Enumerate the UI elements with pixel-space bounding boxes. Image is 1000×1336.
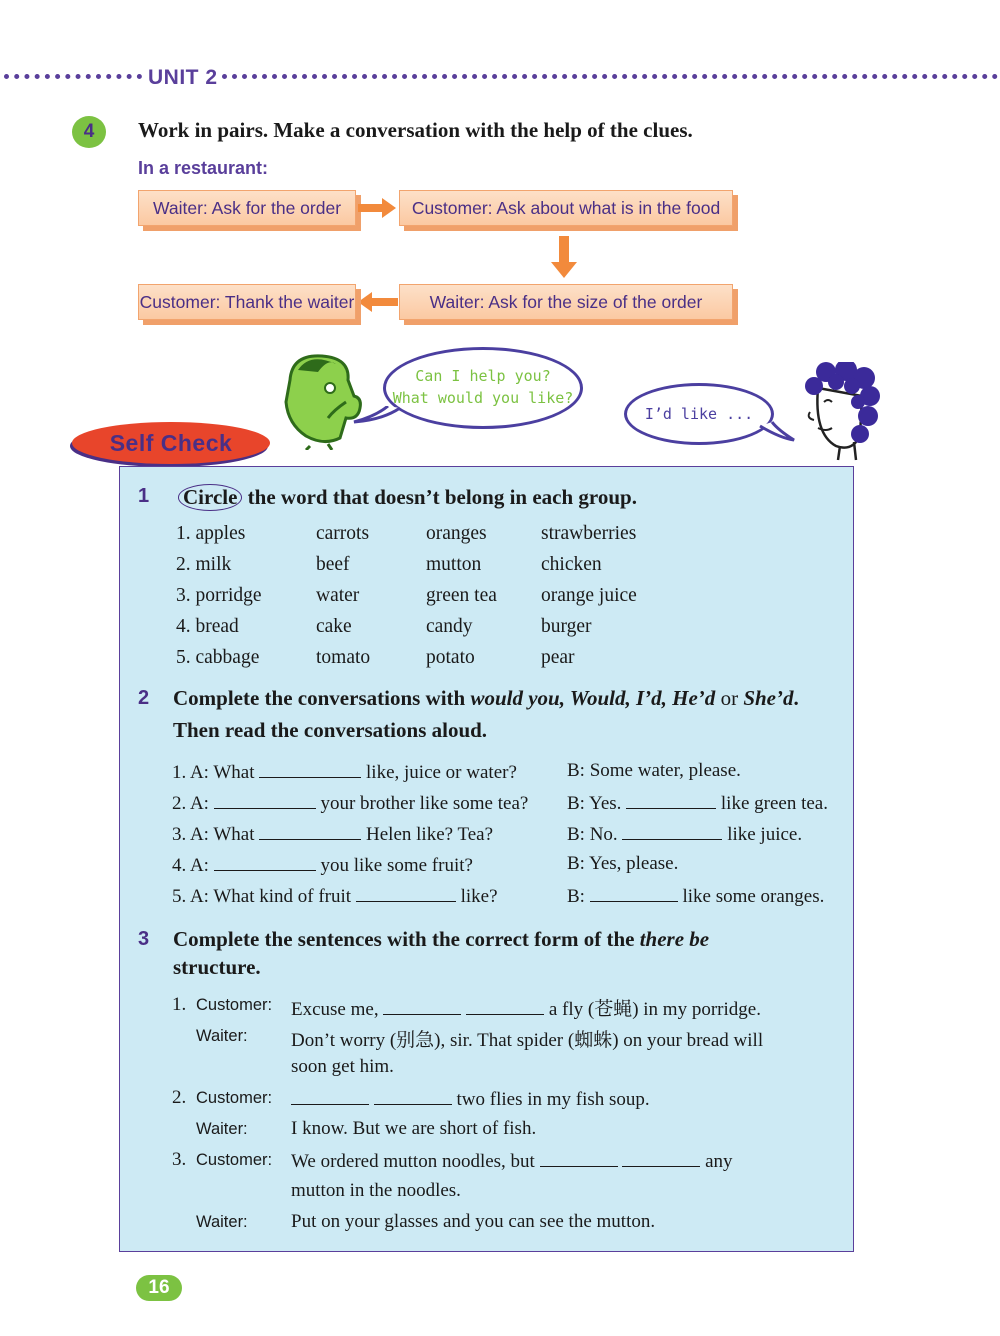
q1-word: 3. porridge [176, 585, 262, 606]
section-4-title: Work in pairs. Make a conversation with the help of the clues. [138, 118, 693, 142]
answer-blank[interactable] [540, 1149, 618, 1167]
answer-blank[interactable] [291, 1087, 369, 1105]
answer-blank[interactable] [622, 822, 722, 840]
answer-blank[interactable] [356, 884, 456, 902]
speech-bubble-customer: I’d like ... [624, 383, 774, 445]
q2-a-text: you like some fruit? [320, 855, 473, 876]
section-4-subtitle: In a restaurant: [138, 158, 269, 178]
answer-blank[interactable] [214, 853, 316, 871]
q1-word: water [316, 585, 360, 606]
q1-word: potato [426, 647, 475, 668]
q2-b-text: B: Yes, please. [567, 853, 679, 874]
q3-sentence [291, 994, 761, 1021]
answer-blank[interactable] [622, 1149, 700, 1167]
q2-item-a [172, 760, 517, 784]
q3-item-number: 1. [172, 994, 187, 1015]
q2-b-text: like some oranges. [682, 886, 825, 907]
speech-bubble-waiter [383, 347, 583, 429]
q1-word: 4. bread [176, 616, 239, 637]
q1-word: 2. milk [176, 554, 232, 575]
q3-sentence: soon get him. [291, 1056, 394, 1077]
q2-item-b [567, 822, 802, 846]
header-dots-left [4, 74, 142, 79]
q2-b-text: like green tea. [720, 793, 828, 814]
q3-sentence: I know. But we are short of fish. [291, 1118, 537, 1139]
q2-b-text: like juice. [727, 824, 803, 845]
q2-a-text: like, juice or water? [366, 762, 517, 783]
q1-word: strawberries [541, 523, 637, 544]
unit-title: UNIT 2 [148, 66, 218, 89]
arrow-down-icon [550, 236, 578, 280]
q1-word: carrots [316, 523, 370, 544]
q2-item-a [172, 884, 498, 908]
bubble-tail-left-icon [352, 406, 402, 426]
q3-item-number: 3. [172, 1149, 187, 1170]
q3-text: We ordered mutton noodles, but [291, 1151, 535, 1172]
q2-b-text: B: Some water, please. [567, 760, 741, 781]
q3-sentence: Don’t worry (别急), sir. That spider (蜘蛛) on your bread will [291, 1030, 764, 1051]
q3-title [173, 927, 709, 952]
q3-sentence: Put on your glasses and you can see the mutton. [291, 1211, 656, 1232]
q2-number: 2 [138, 687, 150, 709]
q1-number: 1 [138, 485, 150, 507]
page-number: 16 [136, 1275, 182, 1301]
q3-number: 3 [138, 928, 150, 950]
q2-title-a: Complete the conversations with [173, 686, 471, 710]
q1-word: 5. cabbage [176, 647, 260, 668]
q2-title-e: . [793, 686, 799, 710]
q1-word: tomato [316, 647, 371, 668]
q2-title-b: would you, Would, I’d, He’d [470, 686, 716, 710]
answer-blank[interactable] [259, 822, 361, 840]
q1-word: chicken [541, 554, 602, 575]
q2-a-text: 4. A: [172, 855, 209, 876]
bubble-line-1: Can I help you? [415, 367, 551, 385]
answer-blank[interactable] [590, 884, 678, 902]
unit-header [0, 60, 1000, 100]
q1-word: beef [316, 554, 350, 575]
q1-word: mutton [426, 554, 482, 575]
q3-item-number: 2. [172, 1087, 187, 1108]
section-4-number: 4 [72, 116, 106, 148]
q2-a-text: your brother like some tea? [320, 793, 529, 814]
q1-title-rest: the word that doesn’t belong in each group. [247, 485, 637, 509]
q3-sentence: mutton in the noodles. [291, 1180, 461, 1201]
q2-a-text: Helen like? Tea? [366, 824, 494, 845]
q3-sentence [291, 1149, 733, 1173]
answer-blank[interactable] [374, 1087, 452, 1105]
q2-b-text: B: [567, 886, 585, 907]
q2-title-line2: Then read the conversations aloud. [173, 718, 488, 742]
answer-blank[interactable] [383, 997, 461, 1015]
q1-word: burger [541, 616, 592, 637]
self-check-label: Self Check [72, 422, 270, 464]
q3-role: Waiter: [196, 1213, 248, 1231]
answer-blank[interactable] [214, 791, 316, 809]
q2-item-b [567, 760, 741, 782]
q3-role: Waiter: [196, 1120, 248, 1138]
q2-a-text: 3. A: What [172, 824, 255, 845]
q1-word: oranges [426, 523, 487, 544]
q3-role: Customer: [196, 1089, 273, 1107]
q2-item-a [172, 791, 528, 815]
answer-blank[interactable] [259, 760, 361, 778]
q3-title-a: Complete the sentences with the correct form of the [173, 927, 640, 951]
flow-step-customer-thank: Customer: Thank the waiter [138, 284, 356, 320]
q1-word: candy [426, 616, 473, 637]
circle-word: Circle [178, 484, 242, 511]
q2-b-text: B: Yes. [567, 793, 622, 814]
q2-title-d: She’d [743, 686, 794, 710]
q2-item-b [567, 853, 678, 875]
q3-title-b: there be [639, 927, 710, 951]
header-dots-right [222, 74, 998, 79]
q2-a-text: like? [460, 886, 498, 907]
q2-item-b [567, 884, 824, 908]
q2-a-text: 5. A: What kind of fruit [172, 886, 352, 907]
q3-text: Excuse me, [291, 999, 379, 1020]
q1-word: orange juice [541, 585, 637, 606]
bubble-line-2: What would you like? [392, 389, 574, 407]
flow-step-waiter-size: Waiter: Ask for the size of the order [399, 284, 733, 320]
q3-text: a fly (苍蝇) in my porridge. [548, 999, 761, 1020]
q1-title [178, 484, 637, 511]
q1-word: pear [541, 647, 575, 668]
q1-word: cake [316, 616, 352, 637]
q2-item-a [172, 822, 493, 846]
q3-role: Customer: [196, 1151, 273, 1169]
answer-blank[interactable] [626, 791, 716, 809]
flow-step-waiter-order: Waiter: Ask for the order [138, 190, 356, 226]
q2-item-a [172, 853, 473, 877]
waiter-cartoon-icon [270, 350, 370, 450]
q3-role: Waiter: [196, 1027, 248, 1045]
q1-word: green tea [426, 585, 497, 606]
q2-title-c: or [715, 686, 744, 710]
q2-item-b [567, 791, 828, 815]
q3-sentence [291, 1087, 650, 1111]
q3-role: Customer: [196, 996, 273, 1014]
q3-text: two flies in my fish soup. [456, 1089, 650, 1110]
q3-title-line2: structure. [173, 955, 261, 979]
q1-word: 1. apples [176, 523, 246, 544]
q2-title [173, 686, 799, 711]
q2-a-text: 1. A: What [172, 762, 255, 783]
bubble-tail-right-icon [758, 420, 798, 444]
flow-step-customer-ask: Customer: Ask about what is in the food [399, 190, 733, 226]
customer-cartoon-icon [796, 362, 880, 462]
q2-b-text: B: No. [567, 824, 618, 845]
q3-text: any [705, 1151, 733, 1172]
answer-blank[interactable] [466, 997, 544, 1015]
arrow-left-icon [358, 290, 398, 314]
arrow-right-icon [358, 196, 398, 220]
q2-a-text: 2. A: [172, 793, 209, 814]
